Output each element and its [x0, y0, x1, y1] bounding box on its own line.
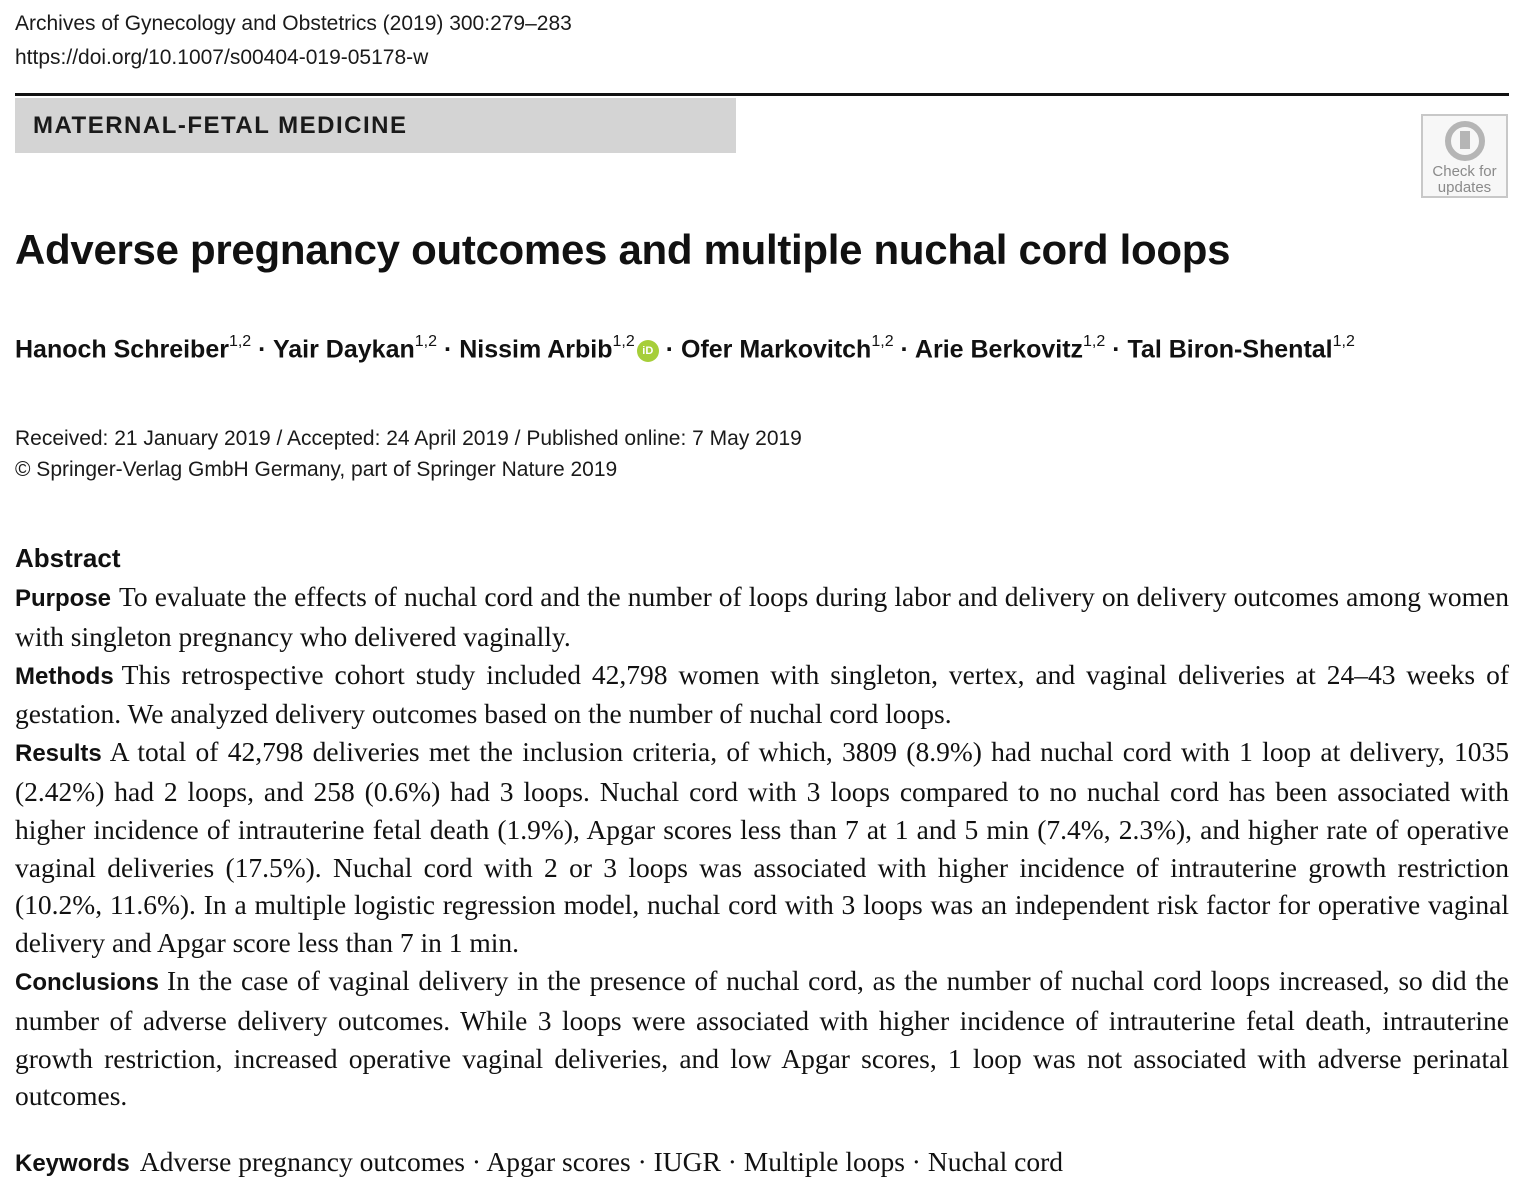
- keywords-label: Keywords: [15, 1150, 130, 1177]
- keywords: [15, 1146, 1063, 1178]
- copyright-notice: © Springer-Verlag GmbH Germany, part of Springer Nature 2019: [15, 458, 618, 481]
- methods-label: Methods: [15, 662, 114, 690]
- keywords-text: Adverse pregnancy outcomes · Apgar scores · IUGR · Multiple loops · Nuchal cord: [139, 1146, 1063, 1177]
- conclusions-label: Conclusions: [15, 968, 160, 996]
- author-separator: ·: [258, 335, 267, 364]
- author-name[interactable]: Arie Berkovitz: [914, 335, 1084, 364]
- author-affiliation: 1,2: [1083, 333, 1106, 350]
- abstract-methods: [15, 656, 1509, 734]
- updates-icon: [1445, 121, 1485, 161]
- author-name[interactable]: Nissim Arbib: [459, 335, 613, 364]
- author-separator: ·: [665, 335, 675, 364]
- author-list: [15, 335, 1355, 364]
- updates-badge-label: Check for updates: [1432, 163, 1497, 196]
- header-rule: [15, 93, 1509, 96]
- check-for-updates-button[interactable]: [1421, 114, 1508, 198]
- article-title: Adverse pregnancy outcomes and multiple nuchal cord loops: [15, 226, 1231, 273]
- author-separator: ·: [1112, 335, 1121, 364]
- results-text: A total of 42,798 deliveries met the inclusion criteria, of which, 3809 (8.9%) had nuchal cord with 1 loop at delivery, 1035 (2.42%) had 2 loops, and 258 (0.6%) had 3 loops. Nuchal cord with 3 loops compared to no nuchal cord has been associated with higher incidence of intrauterine fetal death (1.9%), Apgar scores less than 7 at 1 and 5 min (7.4%, 2.3%), and higher rate of operative vaginal deliveries (17.5%). Nuchal cord with 2 or 3 loops was associated with higher incidence of intrauterine growth restriction (10.2%, 11.6%). In a multiple logistic regression model, nuchal cord with 3 loops was an independent risk factor for operative vaginal delivery and Apgar score less than 7 in 1 min.: [15, 736, 1509, 959]
- publication-dates: Received: 21 January 2019 / Accepted: 24 April 2019 / Published online: 7 May 2019: [15, 427, 802, 450]
- author-name[interactable]: Hanoch Schreiber: [15, 335, 229, 364]
- abstract-conclusions: [15, 962, 1509, 1115]
- author-name[interactable]: Yair Daykan: [272, 335, 415, 364]
- section-banner: MATERNAL-FETAL MEDICINE: [15, 98, 736, 153]
- author-name[interactable]: Tal Biron-Shental: [1127, 335, 1333, 364]
- author-affiliation: 1,2: [612, 333, 635, 350]
- abstract-results: [15, 733, 1509, 962]
- abstract-body: [15, 578, 1509, 1115]
- abstract-purpose: [15, 578, 1509, 656]
- journal-citation: Archives of Gynecology and Obstetrics (2019) 300:279–283: [15, 12, 572, 35]
- author-affiliation: 1,2: [871, 333, 894, 350]
- results-label: Results: [15, 740, 102, 768]
- purpose-text: To evaluate the effects of nuchal cord and the number of loops during labor and delivery on delivery outcomes among women with singleton pregnancy who delivered vaginally.: [15, 581, 1509, 652]
- abstract-heading: Abstract: [15, 543, 121, 573]
- methods-text: This retrospective cohort study included 42,798 women with singleton, vertex, and vaginal deliveries at 24–43 weeks of gestation. We analyzed delivery outcomes based on the number of nuchal cord loops.: [15, 658, 1509, 730]
- conclusions-text: In the case of vaginal delivery in the presence of nuchal cord, as the number of nuchal cord loops increased, so did the number of adverse delivery outcomes. While 3 loops were associated with higher incidence of intrauterine fetal death, intrauterine growth restriction, increased operative vaginal deliveries, and low Apgar scores, 1 loop was not associated with adverse perinatal outcomes.: [15, 964, 1509, 1112]
- author-affiliation: 1,2: [414, 333, 437, 350]
- author-separator: ·: [443, 335, 453, 364]
- purpose-label: Purpose: [15, 585, 112, 612]
- author-name[interactable]: Ofer Markovitch: [681, 335, 872, 364]
- orcid-icon[interactable]: iD: [637, 340, 659, 362]
- doi-link[interactable]: https://doi.org/10.1007/s00404-019-05178-w: [15, 46, 429, 69]
- author-separator: ·: [900, 335, 909, 364]
- author-affiliation: 1,2: [1332, 333, 1355, 350]
- author-affiliation: 1,2: [228, 333, 252, 350]
